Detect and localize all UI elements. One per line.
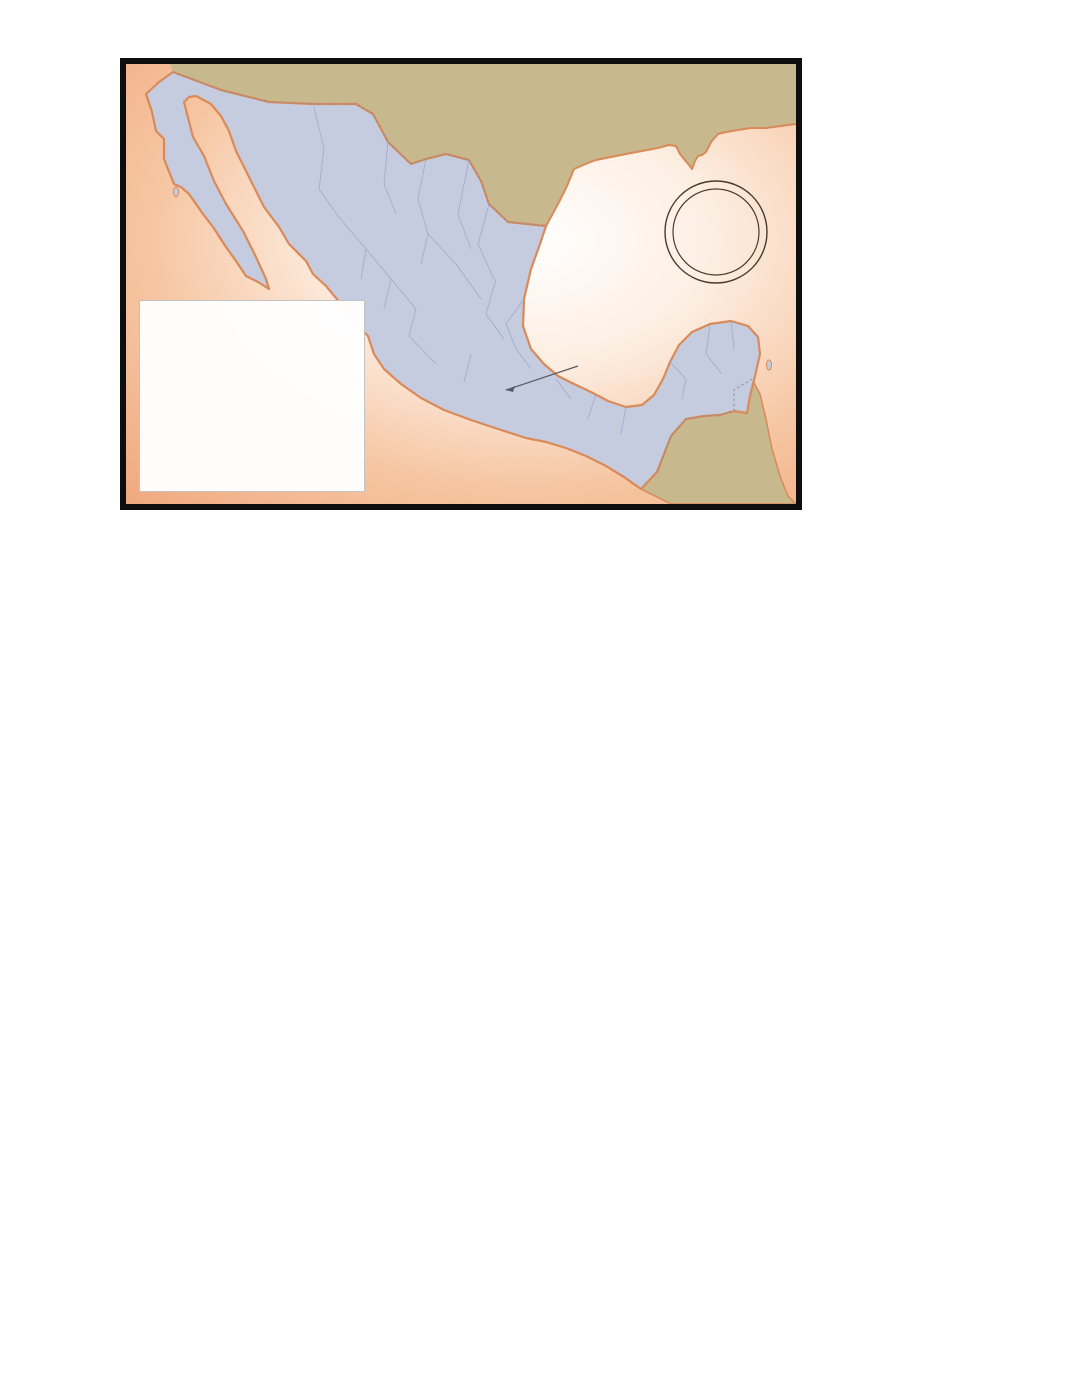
map-canvas — [126, 64, 796, 504]
island-gulf-california — [174, 187, 179, 197]
mexico-map-figure — [120, 58, 802, 510]
document-page — [0, 0, 1080, 510]
island-cozumel — [767, 360, 772, 370]
map-legend — [139, 300, 365, 492]
